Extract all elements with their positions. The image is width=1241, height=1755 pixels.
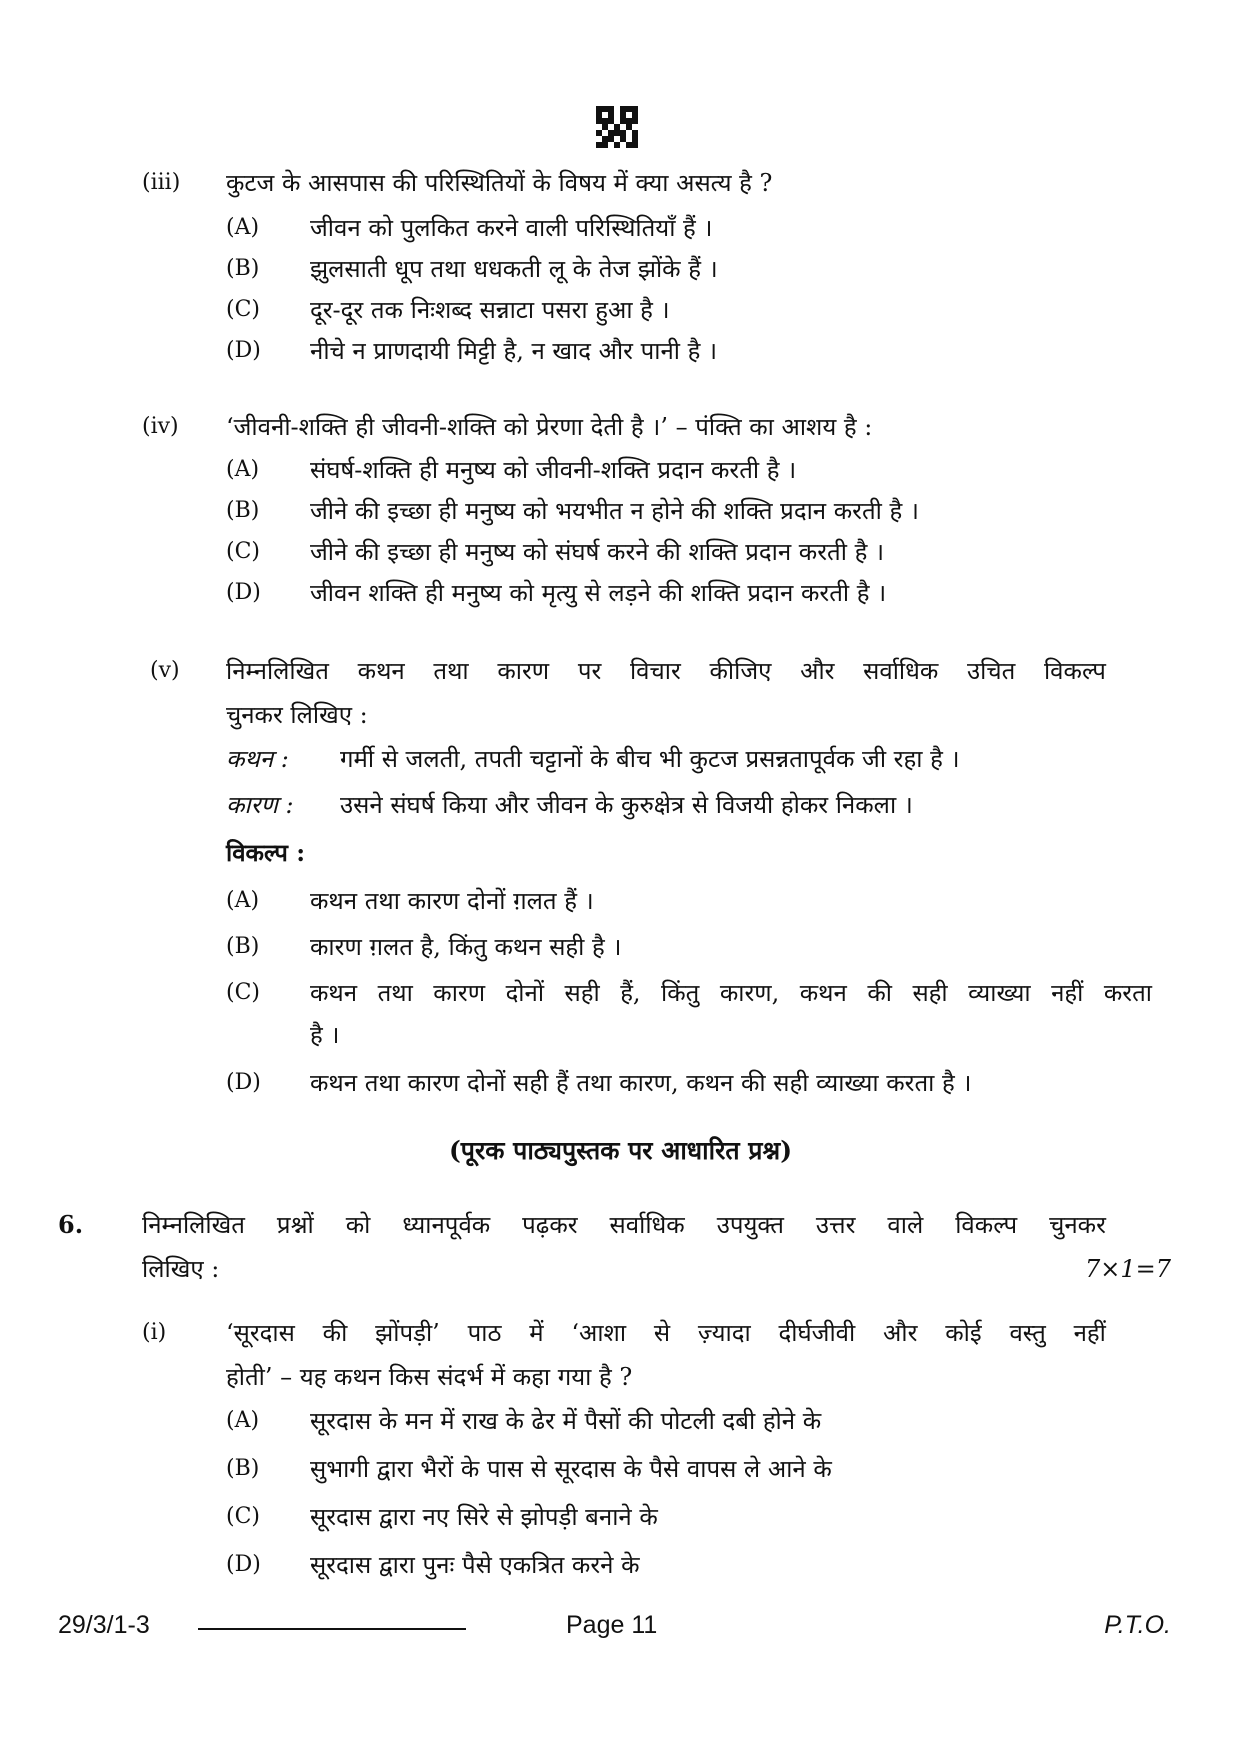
word: किंतु [661,979,700,1007]
word: उत्तर [815,1211,856,1239]
question-text-line [142,1210,1106,1240]
question-number: (iii) [142,170,181,195]
word: ज़्यादा [697,1319,751,1347]
question-number: (v) [150,658,180,683]
question-number: (i) [142,1320,167,1345]
word: विकल्प [1043,657,1106,685]
word: कथन [357,657,405,685]
karan-text: उसने संघर्ष किया और जीवन के कुरुक्षेत्र से विजयी होकर निकला । [340,791,913,819]
word: दोनों [505,979,545,1007]
word: में [529,1319,544,1347]
word: ‘सूरदास [226,1319,295,1347]
word: की [867,979,892,1007]
word: चुनकर [1049,1211,1106,1239]
option-label: (D) [226,338,261,363]
option-label: (A) [226,215,260,240]
word: ‘आशा [571,1319,627,1347]
paper-code: 29/3/1-3 [58,1611,150,1639]
vikalp-label: विकल्प : [226,838,306,867]
option-text: दूर-दूर तक निःशब्द सन्नाटा पसरा हुआ है । [310,296,670,324]
option-label: (B) [226,256,260,281]
option-text: सूरदास द्वारा पुनः पैसे एकत्रित करने के [310,1551,640,1579]
word: को [345,1211,371,1239]
option-text: जीने की इच्छा ही मनुष्य को भयभीत न होने की शक्ति प्रदान करती है । [310,497,919,525]
option-text: जीवन को पुलकित करने वाली परिस्थितियाँ हैं । [310,214,713,242]
question-text-line [226,656,1106,686]
option-text: जीने की इच्छा ही मनुष्य को संघर्ष करने की शक्ति प्रदान करती है । [310,538,885,566]
word: कारण, [719,979,780,1007]
qr-code [596,106,638,148]
word: पढ़कर [522,1211,578,1239]
word: कथन [799,979,847,1007]
word: कीजिए [709,657,772,685]
option-label: (C) [226,980,260,1005]
option-text: सुभागी द्वारा भैरों के पास से सूरदास के पैसे वापस ले आने के [310,1455,832,1483]
word: झोंपड़ी’ [375,1319,440,1347]
word: वाले [887,1211,924,1239]
footer-rule [198,1628,466,1630]
option-label: (C) [226,539,260,564]
word: से [653,1319,671,1347]
option-text: कथन तथा कारण दोनों सही हैं तथा कारण, कथन की सही व्याख्या करता है । [310,1069,972,1097]
word: सही [564,979,600,1007]
word: निम्नलिखित [226,657,329,685]
word: प्रश्नों [276,1211,314,1239]
option-label: (C) [226,1504,260,1529]
word: कथन [310,979,358,1007]
question-number: (iv) [142,414,179,439]
option-label: (D) [226,1070,261,1095]
marks: 7×1=7 [1084,1255,1171,1283]
option-text: झुलसाती धूप तथा धधकती लू के तेज झोंके हैं । [310,255,718,283]
page-number: Page 11 [566,1611,658,1639]
question-text: कुटज के आसपास की परिस्थितियों के विषय में क्या असत्य है ? [226,169,773,197]
word: पाठ [467,1319,502,1347]
word: और [883,1319,918,1347]
question-text-line: होती’ – यह कथन किस संदर्भ में कहा गया है ? [226,1363,633,1391]
word: नहीं [1051,979,1084,1007]
word: दीर्घजीवी [778,1319,856,1347]
word: विचार [629,657,681,685]
option-label: (A) [226,1408,260,1433]
option-label: (B) [226,1456,260,1481]
kathan-text: गर्मी से जलती, तपती चट्टानों के बीच भी कुटज प्रसन्नतापूर्वक जी रहा है । [340,745,960,773]
word: उचित [967,657,1016,685]
option-label: (C) [226,297,260,322]
option-label: (A) [226,888,260,913]
question-text: ‘जीवनी-शक्ति ही जीवनी-शक्ति को प्रेरणा देती है ।’ – पंक्ति का आशय है : [226,413,873,441]
word: निम्नलिखित [142,1211,245,1239]
word: नहीं [1073,1319,1106,1347]
word: कारण [497,657,550,685]
word: विकल्प [955,1211,1018,1239]
word: सर्वाधिक [863,657,939,685]
word: पर [577,657,602,685]
word: व्याख्या [968,979,1031,1007]
question-text-line: लिखिए : [142,1255,220,1283]
word: कारण [433,979,486,1007]
question-text-line [226,1318,1106,1348]
word: सर्वाधिक [609,1211,685,1239]
section-heading: (पूरक पाठ्यपुस्तक पर आधारित प्रश्न) [448,1136,793,1165]
option-text: सूरदास के मन में राख के ढेर में पैसों की पोटली दबी होने के [310,1407,822,1435]
option-text-line [310,978,1152,1008]
word: तथा [433,657,469,685]
word: उपयुक्त [716,1211,784,1239]
option-label: (B) [226,498,260,523]
word: सही [912,979,948,1007]
option-text: कारण ग़लत है, किंतु कथन सही है । [310,933,622,961]
option-label: (D) [226,1552,261,1577]
karan-label: कारण : [226,791,294,819]
kathan-label: कथन : [226,745,289,773]
option-text: जीवन शक्ति ही मनुष्य को मृत्यु से लड़ने की शक्ति प्रदान करती है । [310,579,887,607]
word: हैं, [620,979,641,1007]
word: वस्तु [1009,1319,1046,1347]
word: कोई [945,1319,982,1347]
word: ध्यानपूर्वक [402,1211,491,1239]
word: करता [1103,979,1152,1007]
question-text-line: चुनकर लिखिए : [226,701,368,729]
word: की [322,1319,348,1347]
option-label: (D) [226,580,261,605]
option-text-line: है । [310,1021,340,1049]
word: तथा [377,979,413,1007]
option-text: कथन तथा कारण दोनों ग़लत हैं । [310,887,594,915]
option-text: नीचे न प्राणदायी मिट्टी है, न खाद और पानी है । [310,337,718,365]
option-label: (A) [226,457,260,482]
option-text: सूरदास द्वारा नए सिरे से झोपड़ी बनाने के [310,1503,658,1531]
option-label: (B) [226,934,260,959]
word: और [800,657,835,685]
pto-label: P.T.O. [1104,1611,1171,1639]
question-number: 6. [58,1210,84,1239]
option-text: संघर्ष-शक्ति ही मनुष्य को जीवनी-शक्ति प्रदान करती है । [310,456,797,484]
